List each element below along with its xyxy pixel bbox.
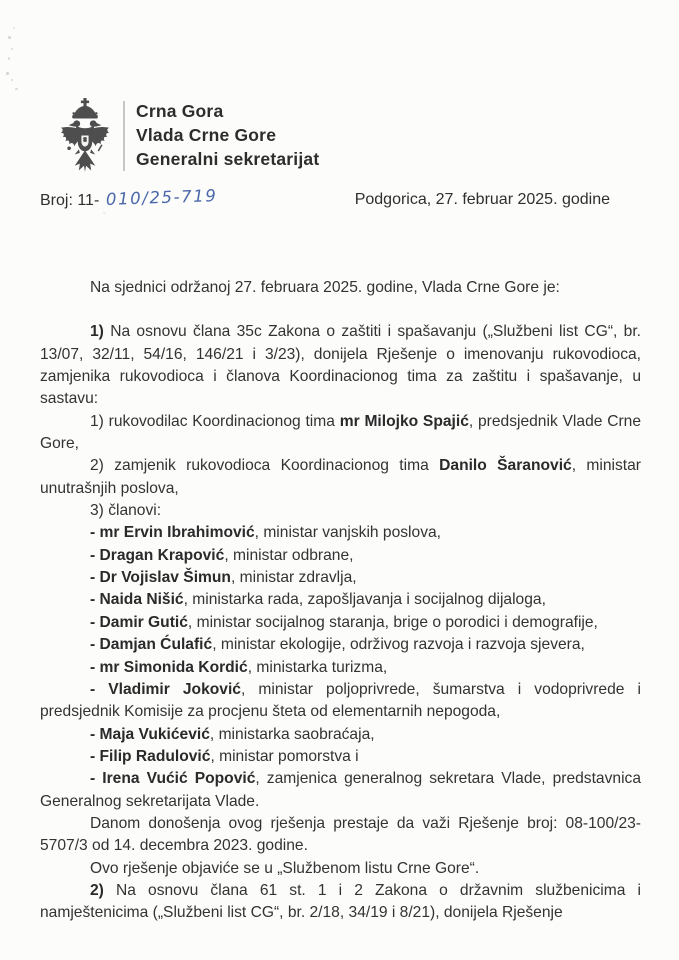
text-run: 2) zamjenik rukovodioca Koordinacionog tima <box>90 457 440 475</box>
bold-run: - Damir Gutić <box>90 613 188 631</box>
paragraph-8 <box>40 567 641 589</box>
scan-speck <box>6 72 9 75</box>
letterhead-divider <box>123 101 125 171</box>
paragraph-19 <box>40 880 641 925</box>
document-number-label: Broj: 11- <box>40 192 100 209</box>
paragraph-10 <box>40 612 641 634</box>
bold-run: - Irena Vućić Popović <box>90 770 256 788</box>
paragraph-12 <box>40 657 641 679</box>
bold-run: Danilo Šaranović <box>439 457 572 475</box>
text-run: , ministar unutrašnjih poslova, <box>40 457 641 497</box>
paragraph-11 <box>40 634 641 656</box>
text-run: 3) članovi: <box>90 502 162 520</box>
text-run: , ministar socijalnog staranja, brige o porodici i demografije, <box>187 613 598 631</box>
paragraph-9 <box>40 589 641 611</box>
document-number-handwritten: 010/25-719 <box>105 186 219 209</box>
paragraph-18 <box>40 858 641 880</box>
text-run: , ministar vanjskih poslova, <box>254 524 441 542</box>
paragraph-7 <box>40 545 641 567</box>
paragraph-1 <box>40 277 641 299</box>
text-run: , ministar poljoprivrede, šumarstva i vodoprivrede i predsjednik Komisije za procjenu šteta od elementarnih nepogoda, <box>40 680 641 721</box>
bold-run: - Vladimir Joković <box>90 680 241 698</box>
text-run: , ministar pomorstva i <box>210 747 359 765</box>
paragraph-2 <box>40 321 641 410</box>
scan-speck <box>15 88 18 90</box>
paragraph-5 <box>40 500 641 522</box>
text-run: Na osnovu člana 61 st. 1 i 2 Zakona o državnim službenicima i namještenicima („Službeni list CG“, br. 2/18, 34/19 i 8/21), donijela Rješenje <box>40 881 641 922</box>
bold-run: - Naida Nišić <box>90 591 184 609</box>
reference-line <box>40 186 639 220</box>
letterhead <box>56 98 319 176</box>
bold-run: - Dr Vojislav Šimun <box>90 569 231 587</box>
paragraph-14 <box>40 724 641 746</box>
text-run: Na sjednici održanoj 27. februara 2025. godine, Vlada Crne Gore je: <box>90 279 560 296</box>
text-run: Ovo rješenje objaviće se u „Službenom listu Crne Gore“. <box>90 859 480 877</box>
org-line-government: Vlada Crne Gore <box>136 125 277 145</box>
text-run: , predsjednik Vlade Crne Gore, <box>40 412 641 453</box>
paragraph-16 <box>40 768 641 813</box>
scan-speck <box>11 79 13 81</box>
scan-speck <box>13 27 15 29</box>
text-run: , ministarka saobraćaja, <box>209 725 375 743</box>
paragraph-17 <box>40 813 641 858</box>
bold-run: 2) <box>90 881 104 899</box>
text-run: Danom donošenja ovog rješenja prestaje da važi Rješenje broj: 08-100/23-5707/3 od 14. decembra 2023. godine. <box>40 814 641 855</box>
text-run: , ministar zdravlja, <box>230 569 357 587</box>
text-run: , ministar ekologije, održivog razvoja i razvoja sjevera, <box>212 636 585 654</box>
paragraph-15 <box>40 746 641 768</box>
scan-speck <box>8 36 11 39</box>
scan-speck <box>11 48 13 50</box>
bold-run: - Maja Vukićević <box>90 725 210 743</box>
bold-run: - Filip Radulović <box>90 747 211 765</box>
paragraph-4 <box>40 455 641 500</box>
bold-run: 1) <box>90 323 104 341</box>
paragraph-3 <box>40 411 641 456</box>
bold-run: mr Milojko Spajić <box>339 412 469 430</box>
org-line-secretariat: Generalni sekretarijat <box>136 149 320 169</box>
text-run: 1) rukovodilac Koordinacionog tima <box>90 412 340 430</box>
montenegro-coat-of-arms-icon <box>56 98 114 176</box>
text-run: , ministarka turizma, <box>247 658 388 676</box>
text-run: , zamjenica generalnog sekretara Vlade, predstavnica Generalnog sekretarijata Vlade. <box>40 770 641 810</box>
bold-run: - Dragan Krapović <box>90 546 225 564</box>
scan-speck <box>8 57 10 60</box>
place-date: Podgorica, 27. februar 2025. godine <box>354 191 610 208</box>
org-line-country: Crna Gora <box>136 101 224 121</box>
bold-run: - mr Simonida Kordić <box>90 658 248 676</box>
text-run: , ministar odbrane, <box>224 546 354 564</box>
text-run: Na osnovu člana 35c Zakona o zaštiti i spašavanju („Službeni list CG“, br. 13/07, 32/11, 54/16, 146/21 i 3/23), donijela Rješenje o imenovanju rukovodioca, zamjenika rukovodioca i članova Koordinacionog tima za zaštitu i spašavanje, u sastavu: <box>40 323 641 408</box>
document-body <box>40 277 641 925</box>
bold-run: - mr Ervin Ibrahimović <box>90 524 255 542</box>
paragraph-6 <box>40 522 641 544</box>
text-run: , ministarka rada, zapošljavanja i socijalnog dijaloga, <box>183 591 546 609</box>
letterhead-org-block <box>136 98 319 171</box>
bold-run: - Damjan Ćulafić <box>90 636 213 654</box>
paragraph-13 <box>40 679 641 724</box>
